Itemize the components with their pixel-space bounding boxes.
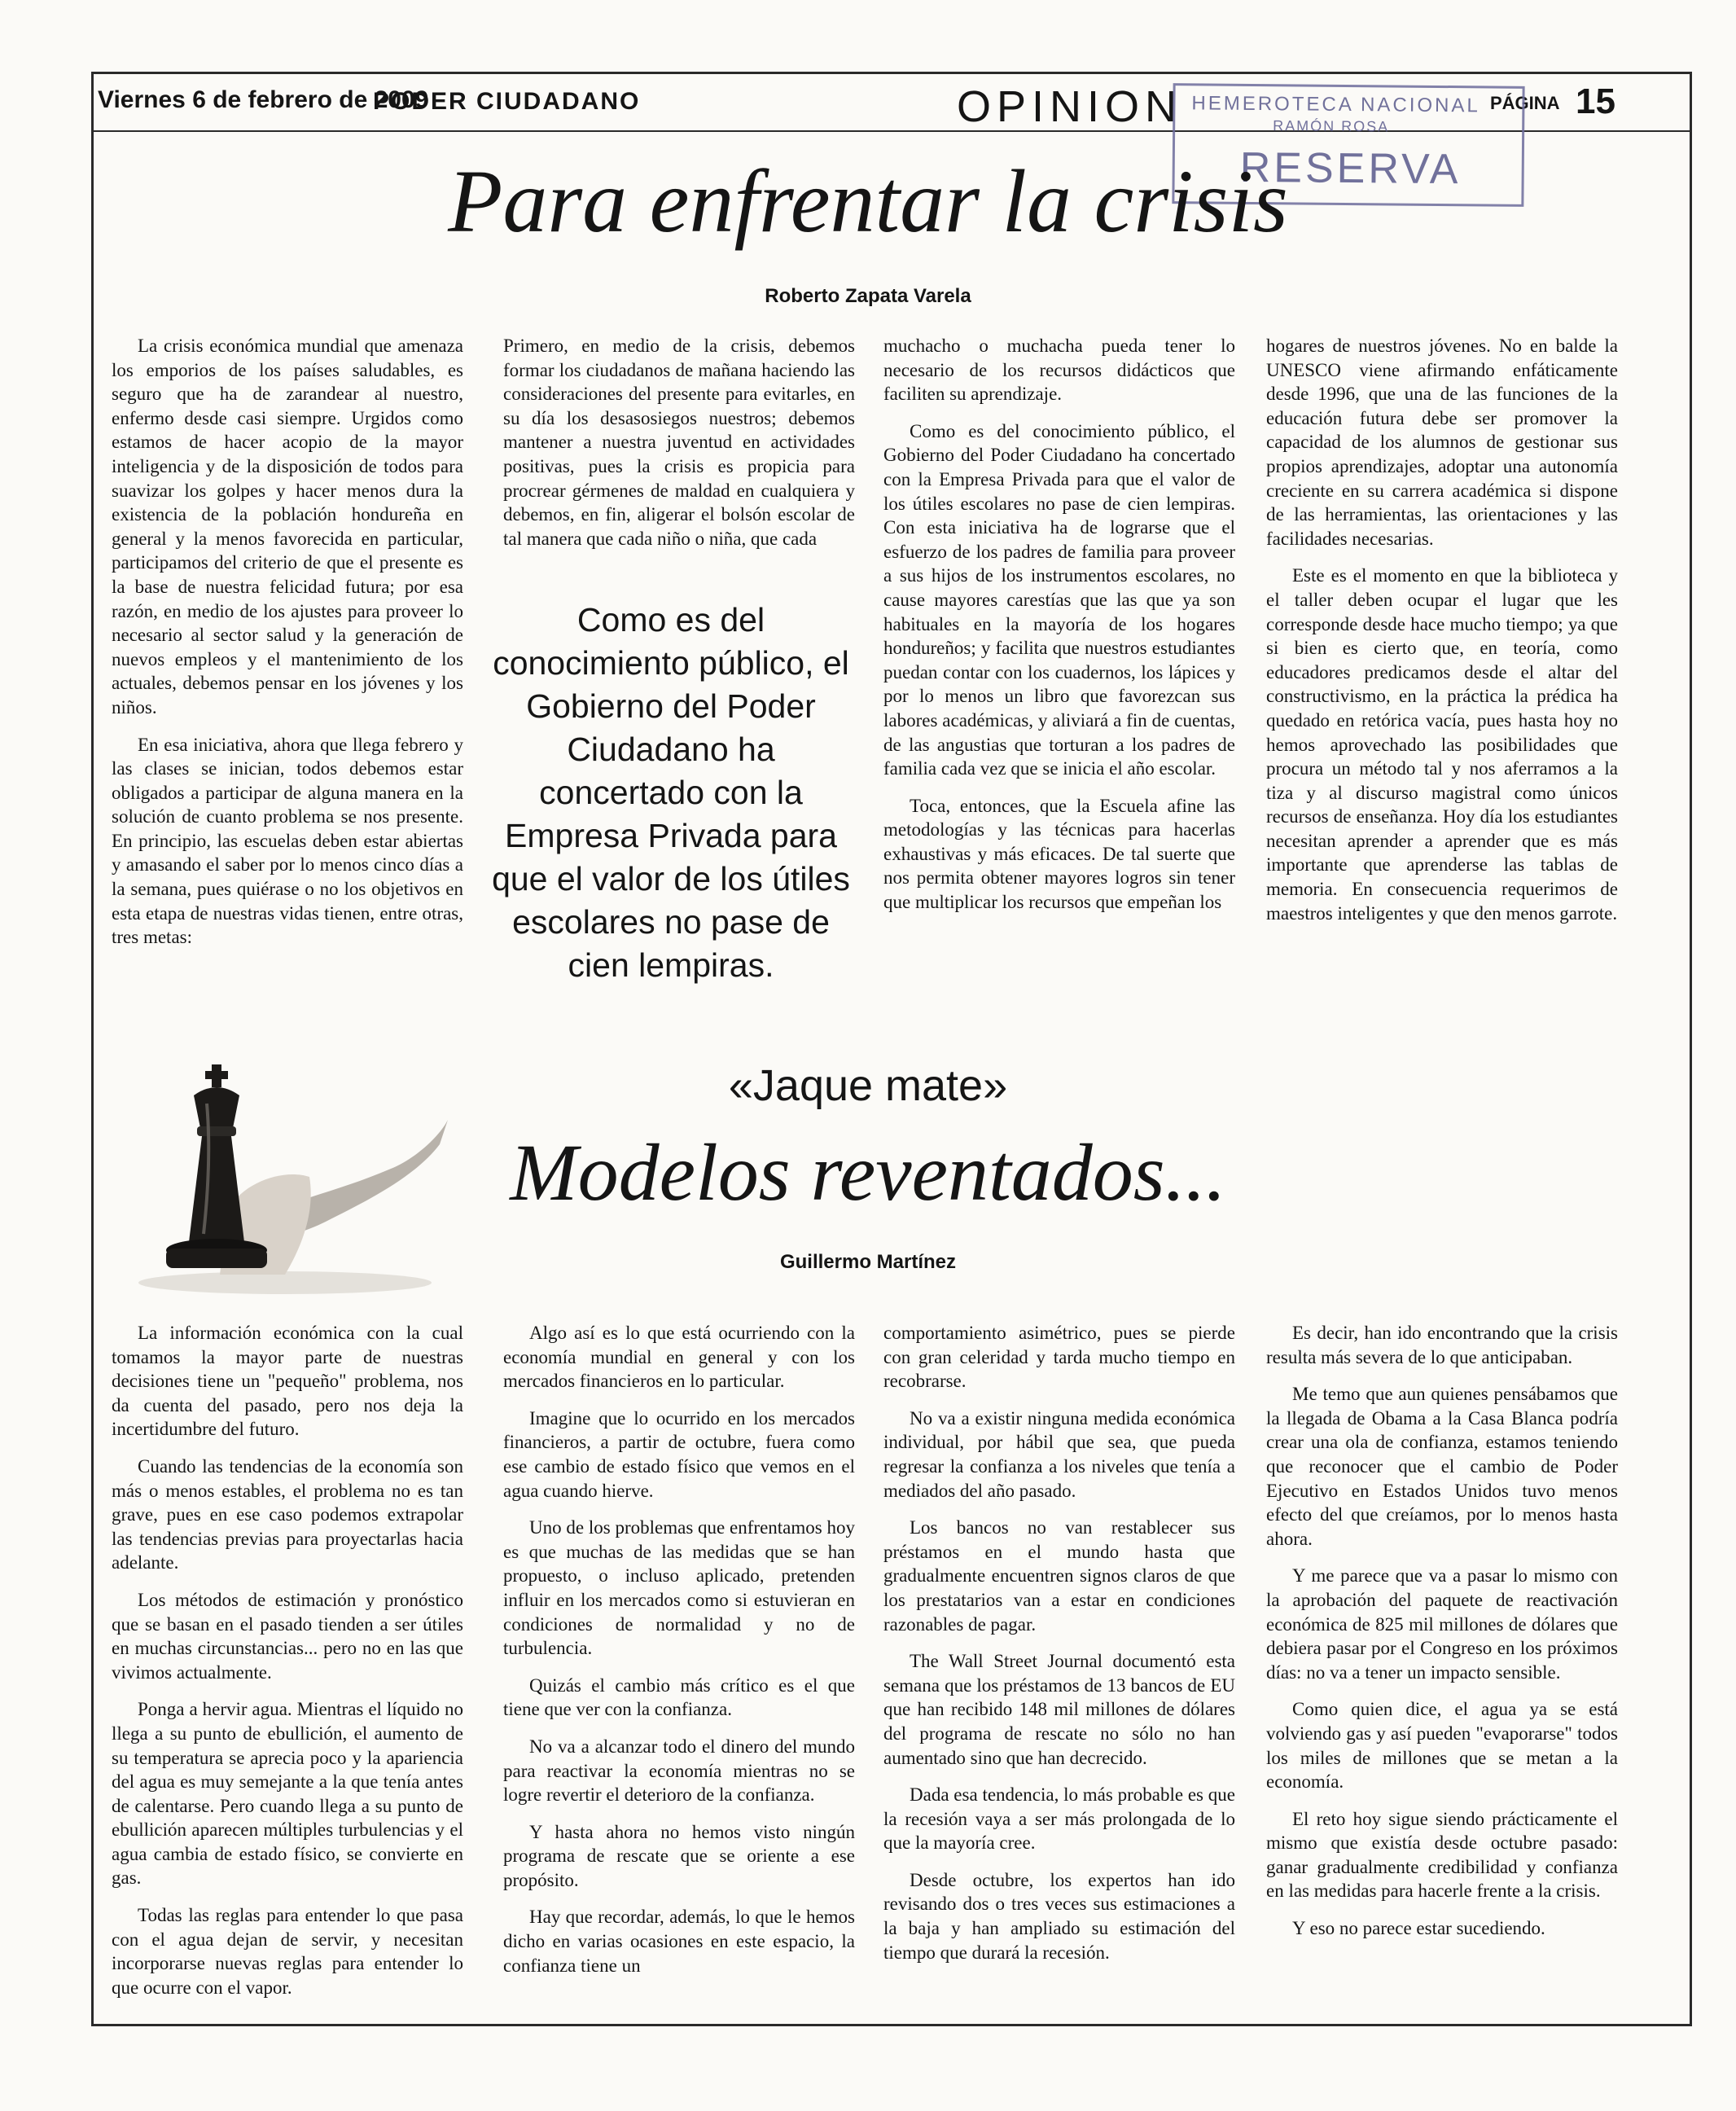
pull-quote: Como es del conocimiento público, el Gobierno del Poder Ciudadano ha concertado con la Empresa Privada para que el valor de los útiles escolares no pase de cien lempiras. <box>492 601 850 984</box>
paragraph: No va a existir ninguna medida económica individual, por hábil que sea, que pueda regresar la confianza a los niveles que tenía a mediados del año pasado. <box>883 1407 1235 1501</box>
article1-title: Para enfrentar la crisis <box>448 151 1288 251</box>
paragraph: En esa iniciativa, ahora que llega febrero y las clases se inician, todos debemos estar obligados a participar de alguna manera en la solución de cuanto problema se nos presente. En principio, las escuelas deben estar abiertas y amasando el saber por lo menos cinco días a la semana, pues quiérase o no los objetivos en esta etapa de nuestras vidas tienen, entre otras, tres metas: <box>112 734 463 948</box>
article1-column-2 <box>503 334 855 564</box>
paragraph: Algo así es lo que está ocurriendo con la economía mundial en general y con los mercados financieros en lo particular. <box>503 1323 855 1392</box>
paragraph: Primero, en medio de la crisis, debemos formar los ciudadanos de mañana haciendo las consideraciones del presente para evitarles, en su día los desasosiegos nuestros; debemos mantener a nuestra juventud en actividades positivas, pues la crisis es propicia para procrear gérmenes de maldad en cualquiera y debemos, en fin, aligerar el bolsón escolar de tal manera que cada niño o niña, que cada <box>503 336 855 549</box>
paragraph: hogares de nuestros jóvenes. No en balde la UNESCO viene afirmando enfáticamente desde 1996, que una de las funciones de la educación futura debe ser promover la capacidad de los alumnos de gestionar sus propios aprendizajes, adoptar una autonomía creciente en su carrera académica si dispone de las herramientas, las orientaciones y las facilidades necesarias. <box>1266 336 1618 549</box>
paragraph: comportamiento asimétrico, pues se pierde con gran celeridad y tarda mucho tiempo en recobrarse. <box>883 1323 1235 1392</box>
paragraph: No va a alcanzar todo el dinero del mundo para reactivar la economía mientras no se logre revertir el deterioro de la confianza. <box>503 1736 855 1806</box>
paragraph: Como es del conocimiento público, el Gobierno del Poder Ciudadano ha concertado con la Empresa Privada para que el valor de los útiles escolares no pase de cien lempiras. Con esta iniciativa ha de lograrse que el esfuerzo de los padres de familia para proveer a sus hijos de los instrumentos escolares, no cause mayores carestías que las que ya son habituales en la mayoría de los hogares hondureños; y facilita que nuestros estudiantes puedan contar con los cuadernos, los lápices y por lo menos un libro que favorezcan sus labores académicas, y aliviará a fin de cuentas, de las angustias que torturan a los padres de familia cada vez que se inicia el año escolar. <box>883 420 1235 779</box>
paragraph: Quizás el cambio más crítico es el que tiene que ver con la confianza. <box>503 1674 855 1720</box>
article2-column-2 <box>503 1321 855 1990</box>
page-label: PÁGINA <box>1490 93 1560 113</box>
paragraph: La información económica con la cual tomamos la mayor parte de nuestras decisiones tiene un "pequeño" problema, nos da cuenta del pasado, pero nos deja la incertidumbre del futuro. <box>112 1323 463 1440</box>
newspaper-name: PODER CIUDADANO <box>373 88 641 115</box>
article2-column-4 <box>1266 1321 1618 1954</box>
paragraph: La crisis económica mundial que amenaza los emporios de los países saludables, es seguro que ha de zarandear al nuestro, enfermo desde casi siempre. Urgidos como estamos de hacer acopio de la mayor inteligencia y de la disposición de todos para suavizar los golpes y hacer menos dura la existencia de la población hondureña en general y la menos favorecida en particular, participamos del criterio de que el presente es la base de nuestra felicidad futura; por esa razón, en medio de los ajustes para proveer lo necesario al sector salud y la generación de nuevos empleos y el mantenimiento de los actuales, debemos pensar en los jóvenes y los niños. <box>112 336 463 718</box>
article2-kicker: «Jaque mate» <box>728 1061 1008 1110</box>
article1-column-4 <box>1266 334 1618 938</box>
paragraph: Hay que recordar, además, lo que le hemos dicho en varias ocasiones en este espacio, la confianza tiene un <box>503 1907 855 1976</box>
paragraph: Como quien dice, el agua ya se está volviendo gas y así pueden "evaporarse" todos los miles de millones que se metan a la economía. <box>1266 1699 1618 1793</box>
paragraph: Este es el momento en que la biblioteca y el taller deben ocupar el lugar que les corresponde desde hace mucho tiempo; ya que si bien es cierto que, en teoría, como educadores predicamos desde el altar del constructivismo, en la práctica la prédica ha quedado en retórica vacía, pues hasta hoy no hemos aprovechado las posibilidades que procura un método tal y nos aferramos a la tiza y al discurso magistral como únicos recursos de enseñanza. Hoy día los estudiantes necesitan aprender a aprender que es más importante que aprenderse las tablas de memoria. En consecuencia requerimos de maestros inteligentes y que den menos garrote. <box>1266 565 1618 924</box>
article2-column-1 <box>112 1321 463 2012</box>
section-title: OPINION <box>957 82 1183 131</box>
stamp-line-1: HEMEROTECA NACIONAL <box>1191 92 1480 117</box>
paragraph: Y hasta ahora no hemos visto ningún programa de rescate que se oriente a ese propósito. <box>503 1821 855 1890</box>
article2-title: Modelos reventados... <box>510 1127 1226 1218</box>
issue-date: Viernes 6 de febrero de 2009 <box>98 86 429 113</box>
paragraph: Es decir, han ido encontrando que la crisis resulta más severa de lo que anticipaban. <box>1266 1323 1618 1367</box>
paragraph: Y eso no parece estar sucediendo. <box>1292 1918 1545 1939</box>
paragraph: muchacho o muchacha pueda tener lo necesario de los recursos didácticos que faciliten su aprendizaje. <box>883 336 1235 405</box>
paragraph: Cuando las tendencias de la economía son más o menos estables, el problema no es tan grave, pues en ese caso podemos extrapolar las tendencias previas para proyectarlas hacia adelante. <box>112 1455 463 1573</box>
paragraph: Todas las reglas para entender lo que pasa con el agua dejan de servir, y necesitan incorporarse nuevas reglas para entender lo que ocurre con el vapor. <box>112 1905 463 1998</box>
article2-author: Guillermo Martínez <box>779 1251 957 1273</box>
article1-author: Roberto Zapata Varela <box>765 285 971 307</box>
stamp-line-2: RAMÓN ROSA <box>1273 117 1390 135</box>
paragraph: Los bancos no van restablecer sus préstamos en el mundo hasta que gradualmente encuentren signos claros de que los prestatarios van a estar en condiciones razonables de pagar. <box>883 1517 1235 1635</box>
page-number: 15 <box>1576 81 1615 121</box>
paragraph: Dada esa tendencia, lo más probable es que la recesión vaya a ser más prolongada de lo que la mayoría cree. <box>883 1784 1235 1854</box>
article1-column-1 <box>112 334 463 963</box>
paragraph: Uno de los problemas que enfrentamos hoy es que muchas de las medidas que se han propuesto, o incluso aplicado, pretenden influir en los mercados como si estuvieran en condiciones de normalidad y no de turbulencia. <box>503 1517 855 1659</box>
paragraph: El reto hoy sigue siendo prácticamente el mismo que existía desde octubre pasado: ganar gradualmente credibilidad y confianza en las medidas para hacerle frente a la crisis. <box>1266 1808 1618 1902</box>
paragraph: Toca, entonces, que la Escuela afine las metodologías y las técnicas para hacerlas exhaustivas y más eficaces. De tal suerte que nos permita obtener mayores logros sin tener que multiplicar los recursos que empeñan los <box>883 795 1235 913</box>
paragraph: Imagine que lo ocurrido en los mercados financieros, a partir de octubre, fuera como ese cambio de estado físico que vemos en el agua cuando hierve. <box>503 1407 855 1501</box>
stamp-line-3: RESERVA <box>1239 143 1462 194</box>
paragraph: Desde octubre, los expertos han ido revisando dos o tres veces sus estimaciones a la baja y han ampliado su estimación del tiempo que durará la recesión. <box>883 1869 1235 1963</box>
paragraph: The Wall Street Journal documentó esta semana que los préstamos de 13 bancos de EU que han recibido 148 mil millones de dólares del programa de rescate no sólo no han aumentado sino que han decrecido. <box>883 1651 1235 1768</box>
paragraph: Me temo que aun quienes pensábamos que la llegada de Obama a la Casa Blanca podría crear una ola de confianza, estamos teniendo que reconocer que el cambio de Poder Ejecutivo en Estados Unidos tuvo menos efecto del que creíamos, por lo menos hasta ahora. <box>1266 1384 1618 1549</box>
article2-column-3 <box>883 1321 1235 1977</box>
article1-column-3 <box>883 334 1235 928</box>
paragraph: Ponga a hervir agua. Mientras el líquido no llega a su punto de ebullición, el aumento de su temperatura se aprecia poco y la apariencia del agua es muy semejante a la que tenía antes de calentarse. Pero cuando llega a su punto de ebullición aparecen múltiples turbulencias y el agua cambia de estado físico, se convierte en gas. <box>112 1699 463 1889</box>
paragraph: Los métodos de estimación y pronóstico que se basan en el pasado tienden a ser útiles en muchas circunstancias... pero no en las que vivimos actualmente. <box>112 1589 463 1683</box>
paragraph: Y me parece que va a pasar lo mismo con la aprobación del paquete de reactivación económica de 825 mil millones de dólares que debiera pasar por el Congreso en los próximos días: no va a tener un impacto sensible. <box>1266 1565 1618 1683</box>
